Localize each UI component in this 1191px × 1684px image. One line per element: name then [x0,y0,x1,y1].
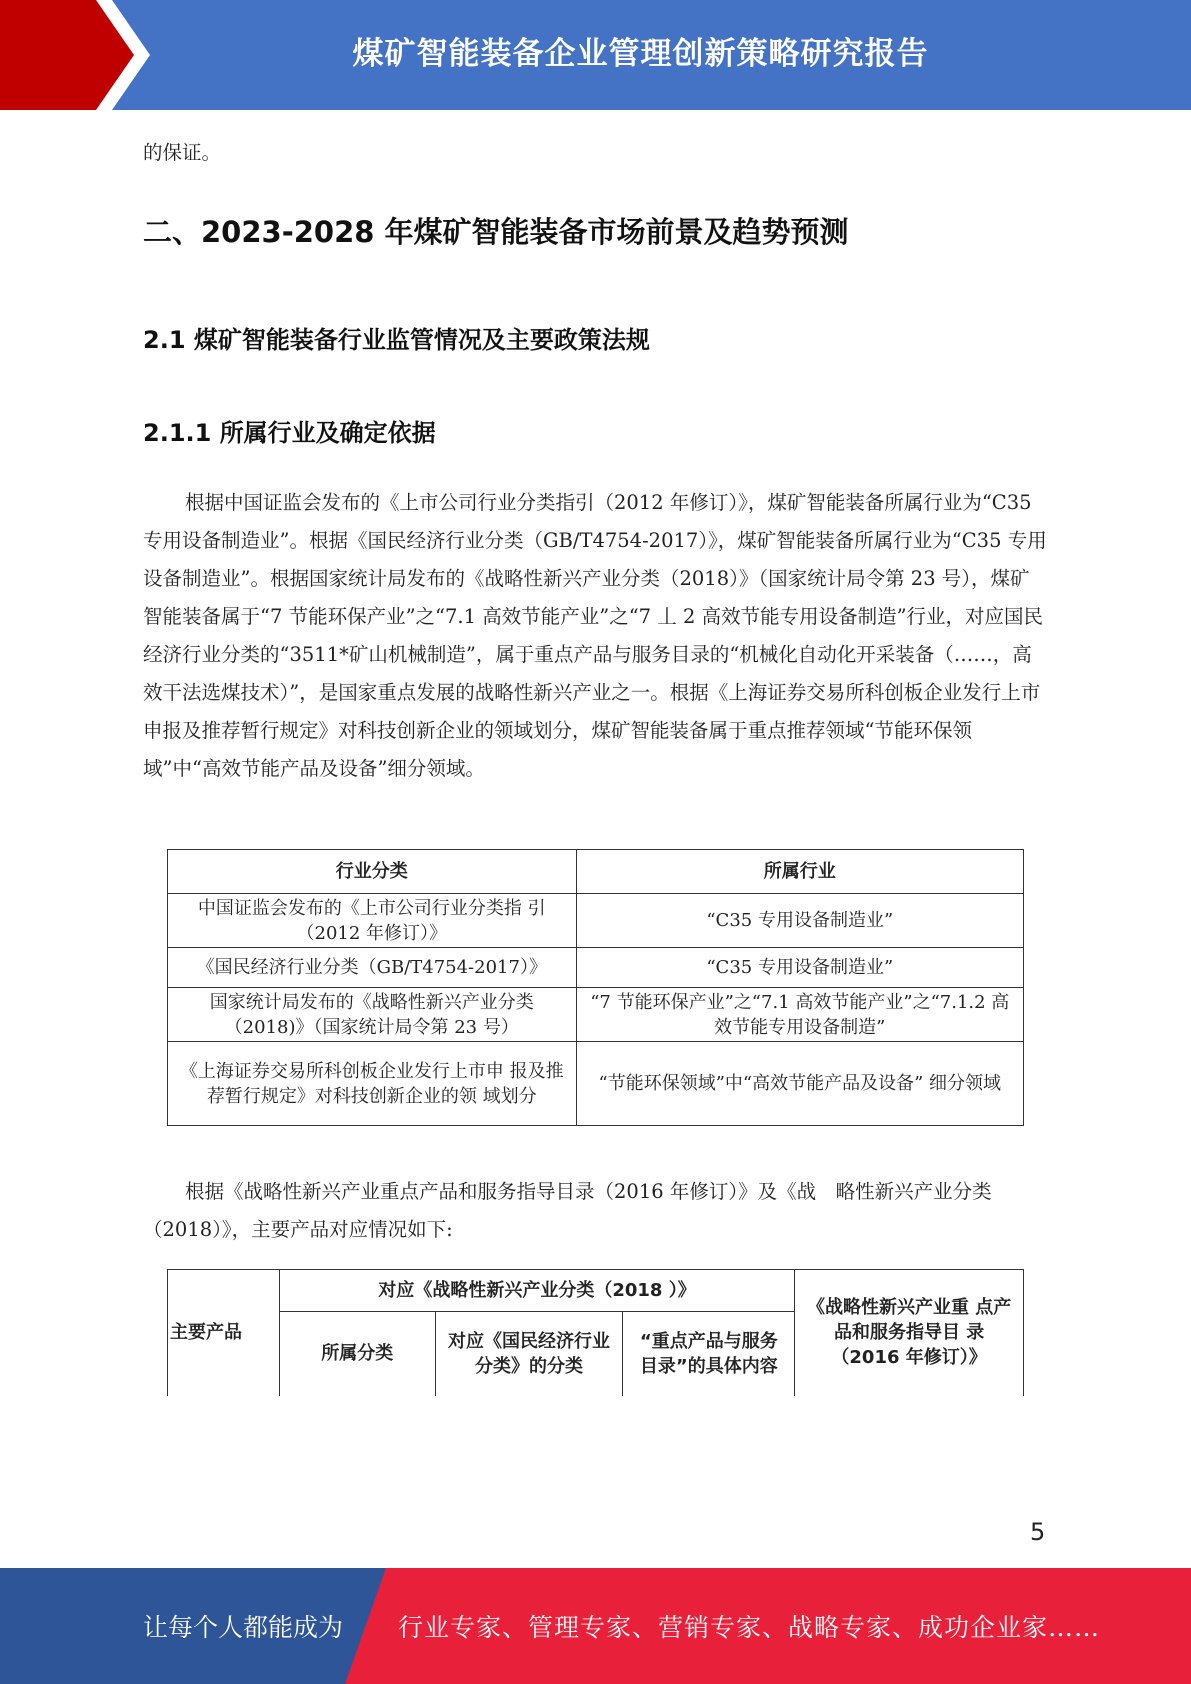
table-cell: 《上海证券交易所科创板企业发行上市申 报及推荐暂行规定》对科技创新企业的领 域划分 [168,1042,577,1126]
continuation-text: 的保证。 [143,141,222,164]
sub-header: 所属分类 [279,1312,435,1396]
footer-slogan-left: 让每个人都能成为 [143,1613,344,1642]
table-cell: “C35 专用设备制造业” [576,894,1023,948]
subsection-heading: 2.1 煤矿智能装备行业监管情况及主要政策法规 [143,326,650,354]
body-paragraph-1: 根据中国证监会发布的《上市公司行业分类指引（2012 年修订）》，煤矿智能装备所属行业为“C35 专用设备制造业”。根据《国民经济行业分类（GB/T4754-2017）》，煤矿智能装备所属行业为“C35 专用设备制造业”。根据国家统计局发布的《战略性新兴产业分类（2018）》（国家统计局令第 23 号），煤矿智能装备属于“7 节能环保产业”之“7.1 高效节能产业”之“7 丄 2 高效节能专用设备制造”行业，对应国民经济行业分类的“3511*矿山机械制造”，属于重点产品与服务目录的“机械化自动化开采装备（……，高效干法选煤技术）”，是国家重点发展的战略性新兴产业之一。根据《上海证券交易所科创板企业发行上市申报及推荐暂行规定》对科技创新企业的领域划分，煤矿智能装备属于重点推荐领域“节能环保领域”中“高效节能产品及设备”细分领域。 [143,491,1047,780]
section-heading: 二、2023-2028 年煤矿智能装备市场前景及趋势预测 [143,215,849,249]
table-cell: 中国证监会发布的《上市公司行业分类指 引（2012 年修订）》 [168,894,577,948]
page-footer [0,1568,1191,1684]
table-row [168,948,1024,988]
table-cell: “节能环保领域”中“高效节能产品及设备” 细分领域 [576,1042,1023,1126]
table-cell: 国家统计局发布的《战略性新兴产业分类（2018)》（国家统计局令第 23 号） [168,988,577,1042]
col-main-product: 主要产品 [168,1270,280,1396]
table-row [168,988,1024,1042]
body-paragraph-2: 根据《战略性新兴产业重点产品和服务指导目录（2016 年修订）》及《战 略性新兴产业分类（2018）》，主要产品对应情况如下: [143,1180,992,1241]
subsubsection-heading: 2.1.1 所属行业及确定依据 [143,419,436,447]
table-cell: 《国民经济行业分类（GB/T4754-2017）》 [168,948,577,988]
table-cell: “C35 专用设备制造业” [576,948,1023,988]
table-header: 所属行业 [576,850,1023,894]
table-cell: “7 节能环保产业”之“7.1 高效节能产业”之“7.1.2 高效节能专用设备制造” [576,988,1023,1042]
table-row [168,894,1024,948]
table-row [168,1042,1024,1126]
sub-header: “重点产品与服务目录”的具体内容 [623,1312,795,1396]
table-header: 行业分类 [168,850,577,894]
report-title: 煤矿智能装备企业管理创新策略研究报告 [352,35,929,72]
footer-slogan-right: 行业专家、管理专家、营销专家、战略专家、成功企业家…… [398,1613,1101,1642]
product-table [167,1269,1024,1396]
sub-header: 对应《国民经济行业分类》的分类 [435,1312,623,1396]
industry-table [167,849,1024,1126]
page-number: 5 [1030,1518,1046,1546]
page-header [0,0,1191,110]
group-header: 对应《战略性新兴产业分类（2018 ）》 [279,1270,794,1312]
col-directory: 《战略性新兴产业重 点产品和服务指导目 录（2016 年修订）》 [795,1270,1024,1396]
